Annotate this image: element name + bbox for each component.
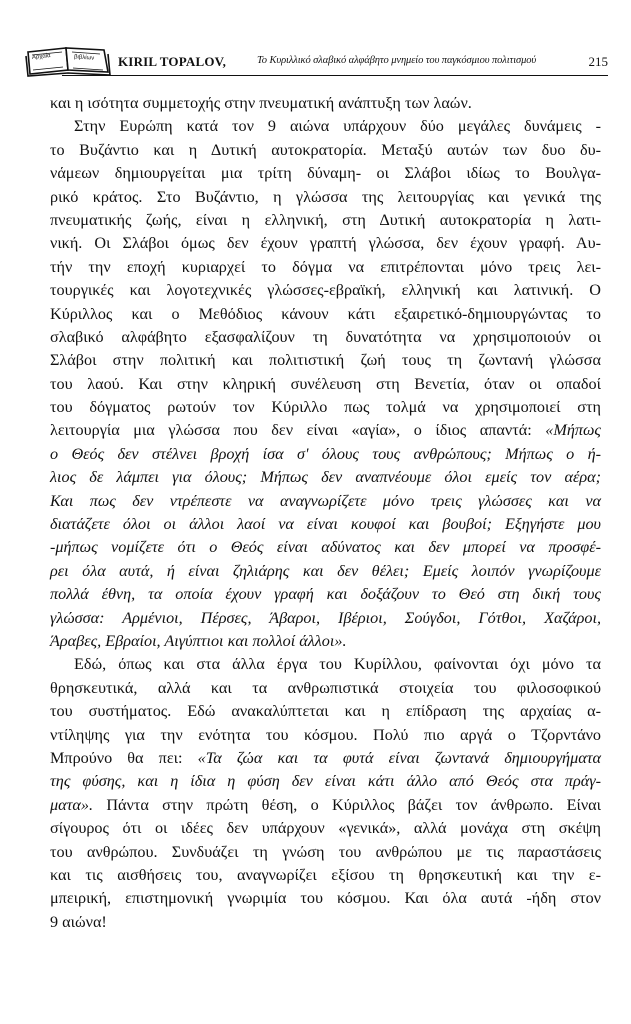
text-line bbox=[50, 209, 601, 232]
header-book-title: Το Κυριλλικό σλαβικό αλφάβητο μνημείο του παγκόσμιου πολιτισμού bbox=[257, 55, 537, 66]
italic-quote-segment: της φύσης, και η ίδια η φύση δεν είναι κάτι άλλο από Θεός στα πράγ- bbox=[50, 772, 601, 791]
text-segment: του λαού. Και στην κληρική συνέλευση στη Βενετία, όταν οι οπαδοί bbox=[50, 374, 601, 393]
text-segment: νική. Οι Σλάβοι όμως δεν έχουν γραπτή γλώσσα, δεν έχουν γραφή. Αυ- bbox=[50, 234, 601, 253]
running-header bbox=[22, 40, 608, 80]
text-segment: μπειρική, επιστημονική γνωριμία του κόσμου. Και όλα αυτά -ήδη στον bbox=[50, 889, 601, 908]
text-line bbox=[50, 630, 601, 653]
page-number: 215 bbox=[588, 54, 608, 69]
text-segment: τήν την εποχή κυριαρχεί το δόγμα να επιτρέπονται μόνο τρεις λει- bbox=[50, 257, 601, 276]
text-line bbox=[50, 583, 601, 606]
text-segment: Κύριλλος και ο Μεθόδιος κάνουν κάτι εξαιρετικό-δημιουργώντας το bbox=[50, 304, 601, 323]
text-segment: σίγουρος ότι οι ιδέες δεν υπάρχουν «γενικά», αλλά μονάχα στη σκέψη bbox=[50, 819, 601, 838]
text-line bbox=[50, 326, 601, 349]
text-line bbox=[50, 513, 601, 536]
text-line bbox=[50, 700, 601, 723]
italic-quote-segment: ματα». bbox=[50, 795, 94, 814]
text-line bbox=[50, 373, 601, 396]
italic-quote-segment: Και πως δεν ντρέπεστε να αναγνωρίζετε μόνο τρεις γλώσσες και να bbox=[50, 491, 601, 510]
text-segment: ρικό κράτος. Στο Βυζάντιο, η γλώσσα της λειτουργίας και γενικά της bbox=[50, 187, 601, 206]
text-line bbox=[50, 536, 601, 559]
text-segment: σλαβικό αλφάβητο εξασφαλίζουν τη δυνατότητα να χρησιμοποιούν οι bbox=[50, 327, 601, 346]
text-segment: πνευματικής ζωής, είναι η ελληνική, στη Δυτική αυτοκρατορία η λατι- bbox=[50, 210, 601, 229]
text-segment: και η ισότητα συμμετοχής στην πνευματική ανάπτυξη των λαών. bbox=[50, 94, 472, 112]
italic-quote-segment: ο Θεός δεν στέλνει βροχή ίσα σ' όλους τους ανθρώπους; Μήπως ο ή- bbox=[50, 444, 601, 463]
text-segment: ντίληψης για την ενότητα του κόσμου. Πολύ πιο αργά ο Τζορντάνο bbox=[50, 725, 601, 744]
text-line bbox=[50, 115, 601, 138]
text-segment: νάμεων δημιουργείται μια τρίτη δύναμη- οι Σλάβοι ιδίως το Βουλγα- bbox=[50, 164, 601, 183]
text-line bbox=[50, 747, 601, 770]
text-line bbox=[50, 466, 601, 489]
italic-quote-segment: γλώσσα: Αρμένιοι, Πέρσες, Άβαροι, Ιβέριοι, Σούγδοι, Γότθοι, Χαζάροι, bbox=[50, 608, 601, 627]
italic-quote-segment: ρει όλα αυτά, ή είναι ζηλιάρης και δεν θέλει; Εμείς λοιπόν γνωρίζουμε bbox=[50, 561, 601, 580]
italic-quote-segment: διατάζετε όλοι οι άλλοι λαοί να είναι κουφοί και βουβοί; Εξηγήστε μου bbox=[50, 515, 601, 534]
text-line bbox=[50, 841, 601, 864]
italic-quote-segment: πολλά έθνη, τα οποία έχουν γραφή και δοξάζουν το Θεό στη δική τους bbox=[50, 585, 601, 604]
text-line bbox=[50, 396, 601, 419]
text-line bbox=[50, 92, 601, 115]
text-segment: Εδώ, όπως και στα άλλα έργα του Κυρίλλου, φαίνονται όχι μόνο τα bbox=[74, 655, 601, 674]
text-line bbox=[50, 303, 601, 326]
text-line bbox=[50, 232, 601, 255]
text-line bbox=[50, 770, 601, 793]
text-segment: του ανθρώπου. Συνδυάζει τη γνώση του ανθρώπου με τις παραστάσεις bbox=[50, 842, 601, 861]
text-line bbox=[50, 560, 601, 583]
text-segment: Μπρούνο θα πει: bbox=[50, 748, 198, 767]
text-line bbox=[50, 139, 601, 162]
text-segment: θρησκευτικά, αλλά και τα ανθρωπιστικά στοιχεία του φιλοσοφικού bbox=[50, 678, 601, 697]
header-author: KIRIL TOPALOV, bbox=[118, 54, 227, 69]
text-line bbox=[50, 887, 601, 910]
text-line bbox=[50, 724, 601, 747]
text-segment: τουργικές και λογοτεχνικές γλώσσες-εβραϊκή, ελληνική και λατινική. Ο bbox=[50, 281, 601, 300]
text-line bbox=[50, 817, 601, 840]
italic-quote-segment: -μήπως νομίζετε ότι ο Θεός είναι αδύνατος και δεν μπορεί να προσφέ- bbox=[50, 538, 601, 557]
text-segment: του συστήματος. Εδώ ανακαλύπτεται και η επίδραση της αρχαίας α- bbox=[50, 702, 601, 721]
text-segment: Στην Ευρώπη κατά τον 9 αιώνα υπάρχουν δύο μεγάλες δυνάμεις - bbox=[74, 117, 601, 136]
text-segment: του δόγματος ρωτούν τον Κύριλλο πως τολμά να χρησιμοποιεί στη bbox=[50, 398, 601, 417]
header-rule bbox=[62, 75, 608, 76]
text-line bbox=[50, 794, 601, 817]
text-line bbox=[50, 653, 601, 676]
text-segment: το Βυζάντιο και η Δυτική αυτοκρατορία. Μεταξύ αυτών των δυο δυ- bbox=[50, 140, 601, 159]
text-segment: και τις αισθήσεις του, αναγνωρίζει εξίσου τη θρησκευτική και την ε- bbox=[50, 865, 601, 884]
text-line bbox=[50, 349, 601, 372]
body-text bbox=[50, 92, 601, 934]
text-line bbox=[50, 186, 601, 209]
text-segment: Πάντα στην πρώτη θέση, ο Κύριλλος βάζει τον άνθρωπο. Είναι bbox=[93, 795, 601, 814]
italic-quote-segment: «Τα ζώα και τα φυτά είναι ζωντανά δημιουργήματα bbox=[197, 748, 601, 767]
logo-text-right: βιβλίων bbox=[73, 54, 95, 62]
italic-quote-segment: Άραβες, Εβραίοι, Αιγύπτιοι και πολλοί άλλοι». bbox=[50, 631, 347, 650]
text-line bbox=[50, 443, 601, 466]
text-line bbox=[50, 162, 601, 185]
text-segment: Σλάβοι στην πολιτική και πολιτιστική ζωή τους τη ζωντανή γλώσσα bbox=[50, 351, 601, 370]
logo-text-left: Αρχαία bbox=[31, 53, 51, 61]
italic-quote-segment: λιος δε λάμπει για όλους; Μήπως δεν αναπνέουμε όλοι εμείς τον αέρα; bbox=[50, 468, 601, 487]
text-line bbox=[50, 419, 601, 442]
text-segment: λειτουργία μια γλώσσα που δεν είναι «αγία», ο ίδιος απαντά: bbox=[50, 421, 546, 440]
text-line bbox=[50, 864, 601, 887]
text-line bbox=[50, 677, 601, 700]
text-segment: 9 αιώνα! bbox=[50, 912, 107, 931]
italic-quote-segment: «Μήπως bbox=[545, 421, 601, 440]
text-line bbox=[50, 607, 601, 630]
text-line bbox=[50, 911, 601, 934]
text-line bbox=[50, 279, 601, 302]
text-line bbox=[50, 490, 601, 513]
text-line bbox=[50, 256, 601, 279]
